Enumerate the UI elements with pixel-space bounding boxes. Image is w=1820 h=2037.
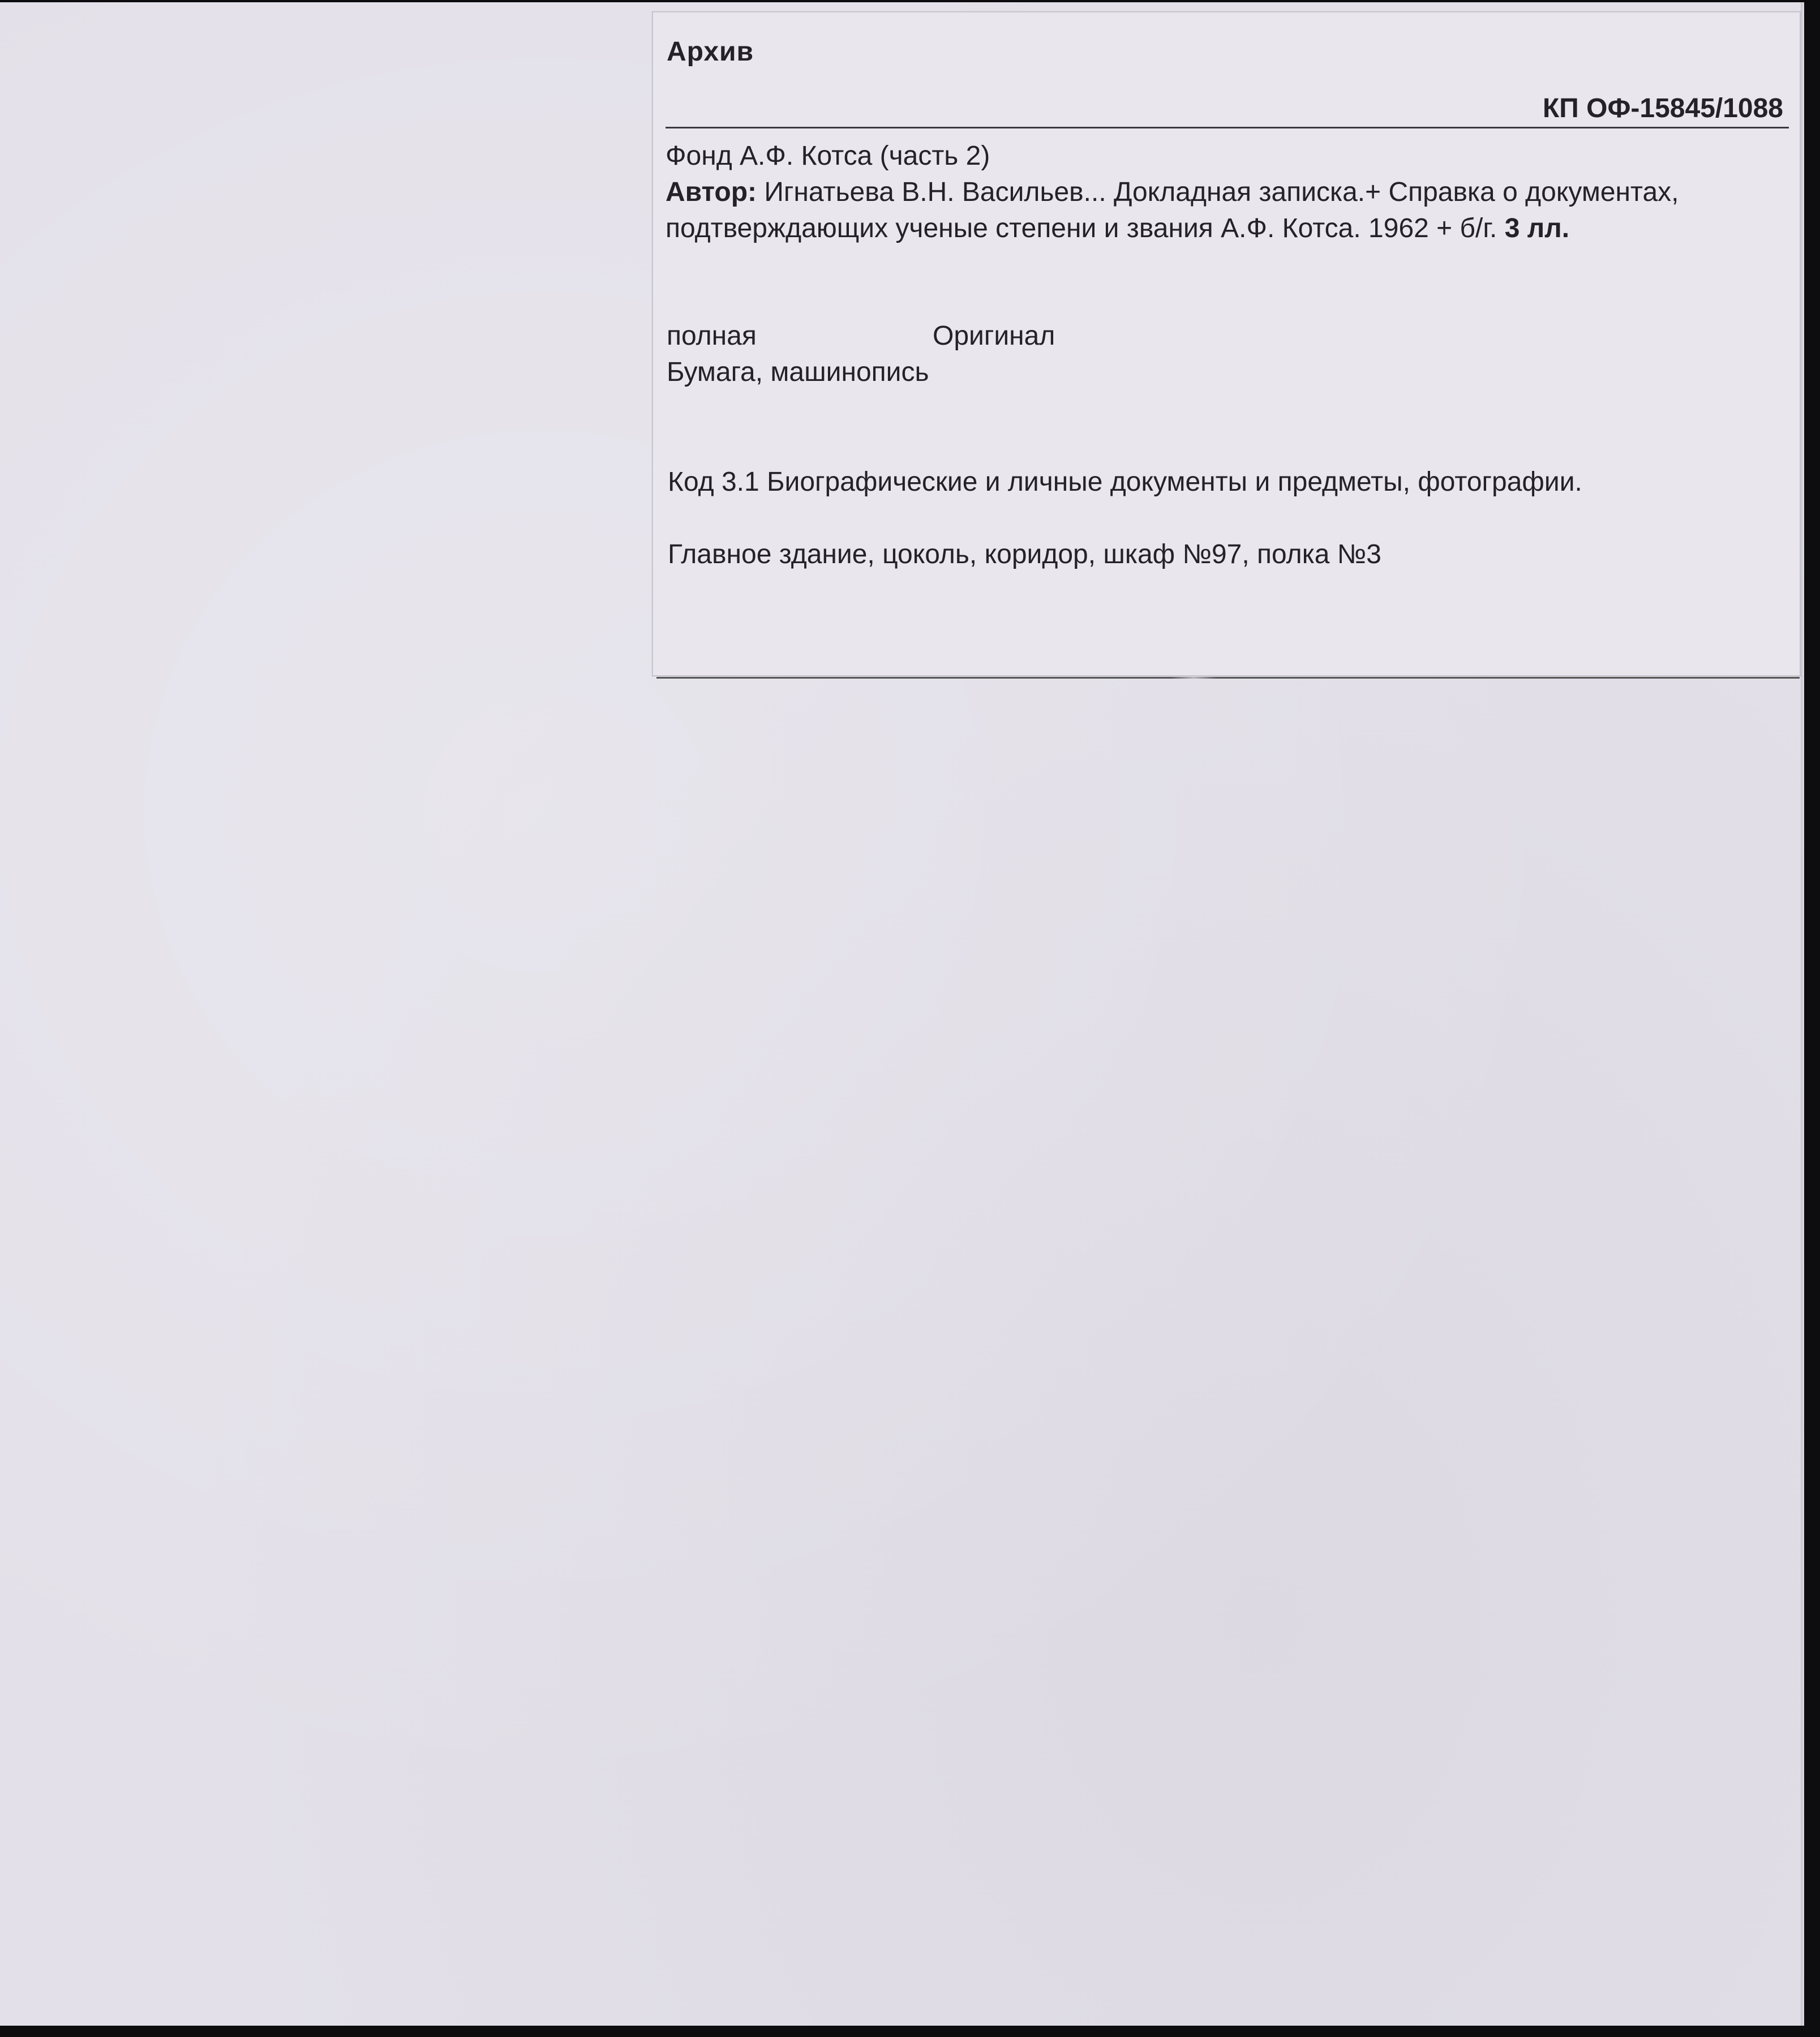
catalog-label-card: [652, 11, 1801, 676]
archive-section-title: Архив: [667, 37, 754, 67]
material-technique: Бумага, машинопись: [667, 357, 929, 387]
author-text: Игнатьева В.Н. Васильев... Докладная записка.+ Справка о документах, подтверждающих ученые степени и звания А.Ф. Котса. 1962 + б/г.: [666, 177, 1679, 243]
storage-location: Главное здание, цоколь, коридор, шкаф №97, полка №3: [668, 539, 1381, 569]
sheets-count: 3 лл.: [1504, 213, 1570, 243]
author-description: [666, 174, 1783, 247]
inventory-number: КП ОФ-15845/1088: [1542, 93, 1783, 123]
completeness-value: полная: [667, 321, 757, 351]
card-bottom-rule: [656, 677, 1800, 679]
sheet-edge-shadow: [1801, 2, 1804, 2026]
fund-name: Фонд А.Ф. Котса (часть 2): [666, 141, 990, 171]
header-divider: [666, 127, 1789, 128]
author-label: Автор:: [666, 177, 757, 207]
originality-value: Оригинал: [933, 321, 1055, 351]
completeness-row: [667, 318, 1055, 354]
classification-code: Код 3.1 Биографические и личные документы и предметы, фотографии.: [668, 467, 1582, 497]
catalog-label-content: [666, 12, 1789, 675]
